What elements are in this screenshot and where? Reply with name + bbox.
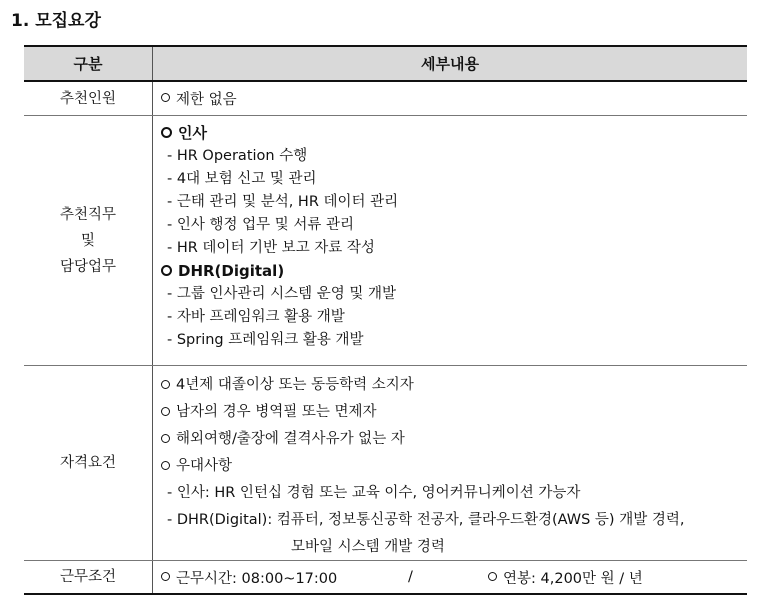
duty-category-dhr — [161, 260, 747, 283]
duty-item: - 그룹 인사관리 시스템 운영 및 개발 — [167, 286, 396, 302]
duty-item: - HR Operation 수행 — [167, 148, 308, 164]
row-content-conditions — [153, 561, 747, 593]
circle-bullet-icon — [161, 127, 172, 138]
row-label-qualifications: 자격요건 — [24, 366, 153, 560]
duty-category-hr — [161, 122, 747, 145]
qualification-item: 4년제 대졸이상 또는 동등학력 소지자 — [161, 372, 747, 399]
conditions-separator: / — [408, 569, 413, 585]
qualification-item: 남자의 경우 병역필 또는 면제자 — [161, 399, 747, 426]
duty-item: - HR 데이터 기반 보고 자료 작성 — [167, 240, 375, 256]
row-content-recruits — [153, 82, 747, 115]
duty-category-title: 인사 — [178, 124, 207, 142]
work-hours: 근무시간: 08:00~17:00 — [176, 570, 338, 587]
row-label-conditions: 근무조건 — [24, 561, 153, 593]
row-duties — [24, 116, 747, 366]
duty-item: - Spring 프레임워크 활용 개발 — [167, 332, 364, 348]
duties-label-line: 추천직무 — [59, 206, 117, 223]
row-label-recruits: 추천인원 — [24, 82, 153, 115]
circle-bullet-icon — [161, 407, 170, 416]
preferred-item: - DHR(Digital): 컴퓨터, 정보통신공학 전공자, 클라우드환경(AWS 등) 개발 경력, — [167, 512, 685, 528]
circle-bullet-icon — [488, 572, 497, 581]
header-category: 구분 — [24, 47, 153, 80]
recruitment-table — [24, 45, 747, 595]
row-content-qualifications — [153, 366, 747, 560]
preferred-item: - 인사: HR 인턴십 경험 또는 교육 이수, 영어커뮤니케이션 가능자 — [167, 485, 581, 501]
recruits-value: 제한 없음 — [176, 92, 237, 108]
row-content-duties — [153, 116, 747, 365]
row-recruits — [24, 82, 747, 116]
qualification-item: 우대사항 — [161, 453, 747, 480]
row-qualifications — [24, 366, 747, 561]
duty-item: - 4대 보험 신고 및 관리 — [167, 171, 317, 187]
duty-item: - 자바 프레임워크 활용 개발 — [167, 309, 345, 325]
qualification-item: 해외여행/출장에 결격사유가 없는 자 — [161, 426, 747, 453]
preferred-item-continuation: 모바일 시스템 개발 경력 — [291, 539, 445, 555]
table-header-row — [24, 45, 747, 82]
duty-category-title: DHR(Digital) — [178, 262, 285, 280]
section-title: 1. 모집요강 — [11, 11, 101, 31]
duties-label-line: 및 — [80, 232, 95, 249]
circle-bullet-icon — [161, 93, 170, 102]
circle-bullet-icon — [161, 380, 170, 389]
duty-item: - 근태 관리 및 분석, HR 데이터 관리 — [167, 194, 399, 210]
duties-label-line: 담당업무 — [59, 258, 117, 275]
header-details: 세부내용 — [421, 55, 479, 73]
salary: 연봉: 4,200만 원 / 년 — [503, 570, 643, 587]
circle-bullet-icon — [161, 572, 170, 581]
row-conditions — [24, 561, 747, 595]
row-label-duties — [24, 116, 153, 365]
circle-bullet-icon — [161, 265, 172, 276]
circle-bullet-icon — [161, 434, 170, 443]
circle-bullet-icon — [161, 461, 170, 470]
duty-item: - 인사 행정 업무 및 서류 관리 — [167, 217, 354, 233]
